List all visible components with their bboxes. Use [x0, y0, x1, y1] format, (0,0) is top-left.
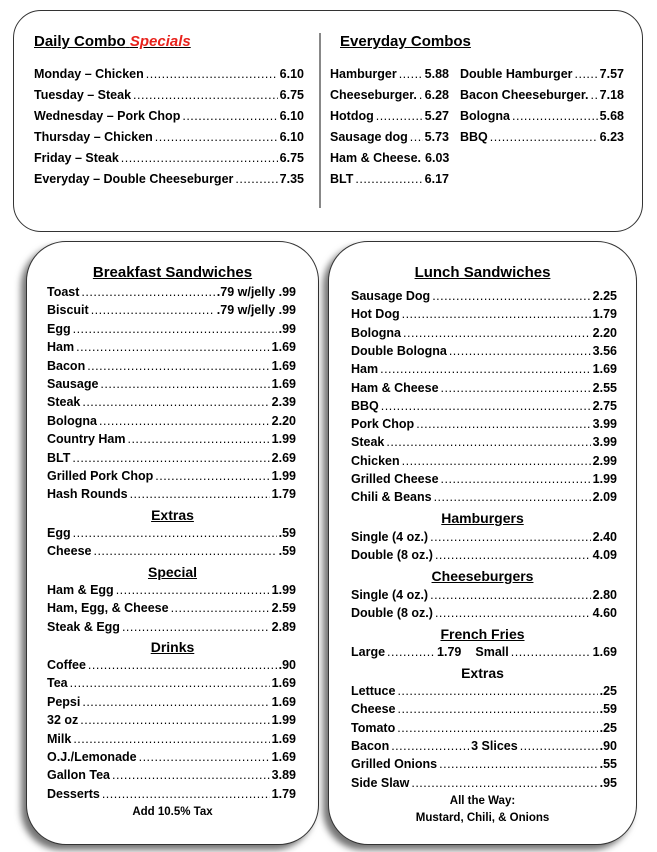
breakfast-item-name: Ham: [47, 340, 75, 355]
everyday-combo-price: 7.18: [599, 88, 624, 102]
lunch-extra-name: Side Slaw: [351, 775, 410, 790]
everyday-combo-name: BLT: [330, 172, 354, 186]
daily-combo-heading: Daily Combo Specials: [34, 33, 191, 50]
hamburger-item-row: [351, 548, 617, 566]
drink-item-row: [47, 732, 296, 750]
special-item-row: [47, 601, 296, 619]
breakfast-extra-price: .59: [278, 544, 296, 559]
breakfast-item-name: Egg: [47, 321, 71, 336]
special-item-price: 2.89: [271, 619, 296, 634]
daily-combo-row: [34, 88, 304, 106]
cheeseburger-item-row: [351, 588, 617, 606]
lunch-extra-row: [351, 757, 617, 775]
lunch-item-name: Hot Dog: [351, 307, 400, 322]
everyday-combo-name: Bologna: [460, 109, 510, 123]
daily-combo-price: 6.75: [279, 151, 304, 165]
breakfast-item-name: Sausage: [47, 377, 99, 391]
lunch-item-price: 2.09: [592, 490, 617, 505]
everyday-combo-price: 6.03: [425, 151, 450, 165]
breakfast-item-name: Steak: [47, 395, 81, 410]
breakfast-item-name: Grilled Pork Chop: [47, 469, 154, 483]
hamburger-item-price: 4.09: [592, 548, 617, 563]
breakfast-item-row: [47, 451, 296, 469]
cheeseburger-item-price: 2.80: [592, 588, 617, 602]
everyday-combo-row: [330, 130, 449, 148]
lunch-item-row: [351, 326, 617, 344]
cheeseburgers-heading: Cheeseburgers: [431, 568, 534, 584]
breakfast-extra-row: [47, 544, 296, 562]
breakfast-item-price: 1.99: [271, 469, 296, 483]
breakfast-item-row: [47, 340, 296, 358]
everyday-combo-price: 5.68: [599, 109, 624, 123]
breakfast-item-row: [47, 487, 296, 505]
drink-item-name: Milk: [47, 731, 72, 746]
everyday-combo-row: [330, 67, 449, 85]
special-item-row: [47, 620, 296, 638]
everyday-combo-price: 6.28: [424, 88, 449, 102]
lunch-extra-name: Cheese: [351, 702, 396, 717]
everyday-combo-row: [330, 172, 449, 190]
lunch-item-name: Bologna: [351, 325, 401, 340]
lunch-item-row: [351, 490, 617, 508]
drink-item-row: [47, 658, 296, 676]
lunch-item-name: Chili & Beans: [351, 490, 432, 505]
daily-combo-name: Wednesday – Pork Chop: [34, 109, 181, 123]
lunch-extra-row: [351, 721, 617, 739]
drink-item-row: [47, 676, 296, 694]
lunch-extras-heading: Extras: [461, 665, 504, 681]
everyday-combo-price: 5.27: [424, 109, 449, 123]
special-item-price: 1.99: [271, 583, 296, 597]
everyday-combo-price: 5.88: [424, 67, 449, 81]
everyday-combo-name: Sausage dog: [330, 130, 408, 144]
lunch-extra-name: Lettuce: [351, 684, 396, 698]
drinks-heading: Drinks: [150, 639, 195, 655]
lunch-item-price: 2.55: [592, 380, 617, 395]
drink-item-name: 32 oz: [47, 713, 79, 728]
lunch-item-row: [351, 417, 617, 435]
special-item-name: Ham, Egg, & Cheese: [47, 601, 169, 616]
drink-item-name: Desserts: [47, 786, 100, 801]
everyday-combo-name: Cheeseburger.: [330, 88, 417, 102]
special-item-row: [47, 583, 296, 601]
everyday-combo-price: 5.73: [424, 130, 449, 144]
daily-combo-row: [34, 130, 304, 148]
lunch-extra-price: .55: [599, 757, 617, 772]
lunch-panel: [328, 241, 637, 845]
lunch-item-name: Ham & Cheese: [351, 380, 439, 395]
everyday-combo-price: 6.23: [599, 130, 624, 144]
cheeseburger-item-price: 4.60: [592, 606, 617, 621]
drink-item-row: [47, 750, 296, 768]
daily-combo-name: Tuesday – Steak: [34, 88, 132, 102]
breakfast-item-row: [47, 395, 296, 413]
lunch-item-name: Chicken: [351, 453, 400, 468]
breakfast-item-name: Toast: [47, 285, 80, 299]
lunch-item-row: [351, 472, 617, 490]
combo-specials-panel: [13, 10, 643, 232]
lunch-extra-price: .25: [599, 684, 617, 698]
lunch-item-row: [351, 399, 617, 417]
drink-item-name: Coffee: [47, 658, 86, 672]
lunch-extra-price: .25: [599, 720, 617, 735]
breakfast-item-price: 1.69: [271, 377, 296, 391]
lunch-item-price: 1.99: [592, 472, 617, 486]
breakfast-item-price: 1.69: [271, 358, 296, 373]
lunch-item-price: 3.99: [592, 435, 617, 450]
drink-item-row: [47, 695, 296, 713]
lunch-extra-row: [351, 684, 617, 702]
lunch-item-name: Grilled Cheese: [351, 472, 439, 486]
breakfast-item-row: [47, 303, 296, 321]
drink-item-name: Gallon Tea: [47, 768, 110, 783]
hamburger-item-name: Single (4 oz.): [351, 530, 429, 544]
breakfast-item-row: [47, 359, 296, 377]
everyday-combos-heading: Everyday Combos: [340, 33, 471, 50]
special-item-name: Ham & Egg: [47, 583, 114, 597]
breakfast-item-price: 1.69: [271, 340, 296, 355]
hamburger-item-name: Double (8 oz.): [351, 548, 433, 563]
daily-combo-price: 6.10: [279, 130, 304, 144]
lunch-item-name: Double Bologna: [351, 343, 447, 358]
breakfast-extras-heading: Extras: [151, 507, 194, 523]
drink-item-price: 1.99: [271, 713, 296, 728]
everyday-combo-row: [330, 109, 449, 127]
lunch-item-row: [351, 435, 617, 453]
cheeseburger-item-name: Single (4 oz.): [351, 588, 429, 602]
cheeseburger-item-row: [351, 606, 617, 624]
daily-combo-name: Monday – Chicken: [34, 67, 144, 81]
lunch-item-name: Steak: [351, 435, 385, 450]
breakfast-item-price: 1.79: [271, 487, 296, 502]
breakfast-heading: Breakfast Sandwiches: [92, 264, 253, 281]
breakfast-item-row: [47, 322, 296, 340]
breakfast-item-price: 2.20: [271, 413, 296, 428]
cheeseburger-item-name: Double (8 oz.): [351, 606, 433, 621]
everyday-combo-row: [460, 88, 624, 106]
breakfast-panel: [26, 241, 319, 845]
drink-item-price: 3.89: [271, 768, 296, 783]
everyday-combo-price: 6.17: [424, 172, 449, 186]
daily-combo-price: 6.75: [279, 88, 304, 102]
special-item-name: Steak & Egg: [47, 619, 120, 634]
tax-note: Add 10.5% Tax: [132, 806, 213, 818]
lunch-item-price: 3.56: [592, 343, 617, 358]
breakfast-item-row: [47, 414, 296, 432]
breakfast-item-name: Hash Rounds: [47, 487, 128, 502]
breakfast-item-price: 2.39: [271, 395, 296, 410]
everyday-combo-name: Bacon Cheeseburger.: [460, 88, 589, 102]
everyday-combo-name: Hotdog: [330, 109, 374, 123]
drink-item-price: .90: [278, 658, 296, 672]
breakfast-item-price: 2.69: [271, 450, 296, 465]
daily-combo-row: [34, 109, 304, 127]
everyday-combo-name: BBQ: [460, 130, 488, 144]
lunch-item-price: 1.69: [592, 362, 617, 377]
daily-combo-price: 7.35: [279, 172, 304, 186]
lunch-item-price: 2.75: [592, 398, 617, 413]
all-the-way-title: All the Way:: [449, 795, 516, 807]
hamburger-item-price: 2.40: [592, 530, 617, 544]
fries-row: Large ..... 1.79 Small ..... 1.69: [351, 645, 617, 663]
lunch-extra-price: .59: [599, 702, 617, 717]
lunch-item-price: 2.20: [592, 325, 617, 340]
drink-item-price: 1.69: [271, 750, 296, 764]
everyday-combo-name: Double Hamburger: [460, 67, 573, 81]
breakfast-item-name: Bologna: [47, 413, 97, 428]
special-item-price: 2.59: [271, 601, 296, 616]
breakfast-extra-name: Egg: [47, 526, 71, 540]
drink-item-price: 1.69: [271, 731, 296, 746]
hamburger-item-row: [351, 530, 617, 548]
daily-combo-price: 6.10: [279, 109, 304, 123]
lunch-heading: Lunch Sandwiches: [414, 264, 551, 281]
breakfast-extra-row: [47, 526, 296, 544]
lunch-extra-row: [351, 739, 617, 757]
lunch-item-row: [351, 381, 617, 399]
lunch-extra-detail: 3 Slices: [471, 738, 518, 753]
lunch-item-row: [351, 454, 617, 472]
lunch-item-name: BBQ: [351, 398, 379, 413]
breakfast-item-row: [47, 432, 296, 450]
lunch-item-name: Ham: [351, 362, 379, 377]
daily-combo-name: Thursday – Chicken: [34, 130, 153, 144]
french-fries-heading: French Fries: [440, 626, 525, 642]
drink-item-name: Pepsi: [47, 694, 81, 709]
everyday-combo-price: 7.57: [599, 67, 624, 81]
daily-combo-name: Friday – Steak: [34, 151, 119, 165]
everyday-combo-row: [460, 67, 624, 85]
lunch-item-price: 3.99: [592, 417, 617, 432]
lunch-extra-price: .95: [599, 775, 617, 790]
everyday-combo-row: [330, 88, 449, 106]
breakfast-item-name: Bacon: [47, 358, 86, 373]
drink-item-price: 1.79: [271, 786, 296, 801]
daily-combo-name: Everyday – Double Cheeseburger: [34, 172, 234, 186]
lunch-item-price: 2.25: [592, 289, 617, 303]
breakfast-item-row: [47, 285, 296, 303]
drink-item-name: Tea: [47, 676, 68, 691]
lunch-item-name: Sausage Dog: [351, 289, 431, 303]
breakfast-item-price: .99: [278, 321, 296, 336]
lunch-extra-price: .90: [599, 738, 617, 753]
drink-item-row: [47, 787, 296, 805]
everyday-combo-row: [330, 151, 449, 169]
lunch-item-row: [351, 307, 617, 325]
lunch-item-row: [351, 362, 617, 380]
drink-item-row: [47, 768, 296, 786]
breakfast-item-name: Country Ham: [47, 432, 126, 447]
hamburgers-heading: Hamburgers: [441, 510, 524, 526]
breakfast-item-name: Biscuit: [47, 303, 89, 318]
breakfast-item-name: BLT: [47, 450, 71, 465]
lunch-extra-name: Bacon: [351, 738, 390, 753]
breakfast-item-price: .79 w/jelly .99: [216, 303, 296, 318]
breakfast-item-row: [47, 469, 296, 487]
lunch-item-row: [351, 289, 617, 307]
daily-combo-row: [34, 172, 304, 190]
lunch-extra-row: [351, 776, 617, 794]
lunch-extra-name: Grilled Onions: [351, 757, 438, 772]
breakfast-extra-name: Cheese: [47, 544, 92, 559]
special-heading: Special: [147, 564, 198, 580]
drink-item-price: 1.69: [271, 676, 296, 691]
drink-item-price: 1.69: [271, 694, 296, 709]
daily-combo-price: 6.10: [279, 67, 304, 81]
everyday-combo-row: [460, 109, 624, 127]
breakfast-extra-price: .59: [278, 526, 296, 540]
everyday-combo-name: Ham & Cheese.: [330, 151, 422, 165]
drink-item-name: O.J./Lemonade: [47, 750, 137, 764]
drink-item-row: [47, 713, 296, 731]
breakfast-item-price: .79 w/jelly .99: [216, 285, 296, 299]
breakfast-item-price: 1.99: [271, 432, 296, 447]
lunch-item-price: 2.99: [592, 453, 617, 468]
lunch-item-price: 1.79: [592, 307, 617, 322]
everyday-combo-name: Hamburger: [330, 67, 397, 81]
daily-combo-row: [34, 151, 304, 169]
lunch-item-row: [351, 344, 617, 362]
all-the-way-items: Mustard, Chili, & Onions: [415, 812, 550, 824]
lunch-item-name: Pork Chop: [351, 417, 415, 432]
panel-divider: [319, 33, 321, 208]
lunch-extra-name: Tomato: [351, 720, 396, 735]
breakfast-item-row: [47, 377, 296, 395]
daily-combo-row: [34, 67, 304, 85]
everyday-combo-row: [460, 130, 624, 148]
lunch-extra-row: [351, 702, 617, 720]
